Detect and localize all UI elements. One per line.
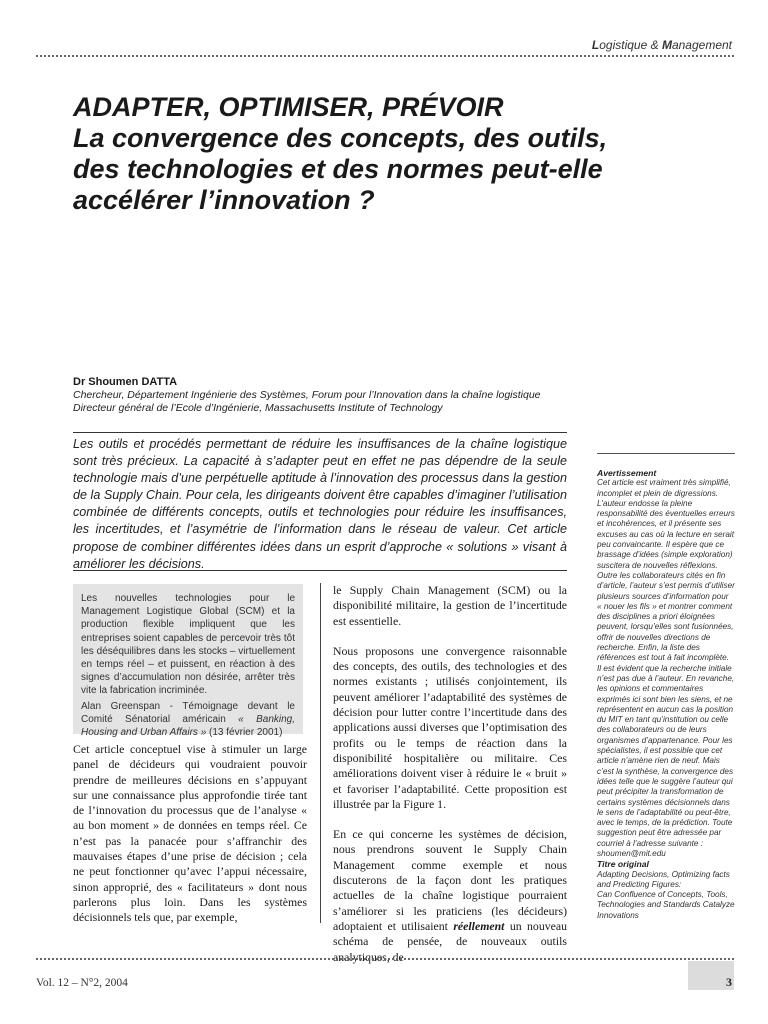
abstract: Les outils et procédés permettant de réduire les insuffisances de la chaîne logistique sont très précieux. La capacité à s’adapter peut en effet ne pas dépendre de la seule technologie mais d’une perpétuelle aptitude à l’innovation des processus dans la gestion de la Supply Chain. Pour cela, les dirigeants doivent être capables d’imaginer l’utilisation combinée de différents concepts, outils et technologies pour réduire les insuffisances, les incertitudes, et l’asymétrie de l’information dans le réseau de valeur. Cet article propose de combiner différentes idées dans un esprit d’approche « solutions » visant à améliorer les décisions. <box>73 437 567 571</box>
sidebar-warning-heading: Avertissement <box>597 468 657 478</box>
footer-volume: Vol. 12 – N°2, 2004 <box>36 977 128 989</box>
sidebar-original-title-heading: Titre original <box>597 859 649 870</box>
author-name: Dr Shoumen DATTA <box>73 376 178 388</box>
author-affiliation-2: Directeur général de l’Ecole d’Ingénierie, Massachusetts Institute of Technology <box>73 402 443 414</box>
article-title <box>73 92 713 216</box>
quote-text: Les nouvelles technologies pour le Management Logistique Global (SCM) et la production flexible impliquent que les entreprises soient capables de percevoir très tôt les déséquilibres dans les stocks – virtuellement en temps réel – et puissent, en réaction à des signes d’accumulation non désirée, arrêter très vite la fabrication incriminée. <box>81 593 295 697</box>
body-paragraph: le Supply Chain Management (SCM) ou la disponibilité militaire, la gestion de l’incertitude est essentielle. <box>333 583 567 628</box>
journal-initial-l: L <box>591 38 600 52</box>
sidebar-warning-text: Cet article est vraiment très simplifié, incomplet et plein de digressions. L’auteur endosse la pleine responsabilité des éventuelles erreurs et incohérences, et il présente ses excuses au cas où la lecture en serait peu convaincante. Il espère que ce brassage d’idées (simple exploration) suscitera de nouvelles réflexions. Outre les collaborateurs cités en fin d’article, l’auteur s’est permis d’utiliser plusieurs sources d’information pour « nouer les fils » et montrer comment des disciplines a priori éloignées peuvent, lorsqu’elles sont fusionnées, offrir de nouvelles directions de recherche. Enfin, la liste des références est tout à fait incomplète. Il est évident que la recherche initiale n’est pas due à l’auteur. En revanche, les opinions et commentaires exprimés ici sont bien les siens, et ne représentent en aucun cas la position du MIT en tant qu’institution ou celle des collaborateurs ou de leurs organismes d’appartenance. Pour les spécialistes, il est possible que cet article n’amène rien de neuf. Mais c’est la synthèse, la convergence des idées telle que le suggère l’auteur qui peut précipiter la transformation de certains systèmes décisionnels dans le sens de l’adaptabilité ou peut-être, avec le temps, de la prédiction. Toute suggestion peut être adressée par courriel à l’adresse suivante : shoumen@mit.edu <box>597 478 735 858</box>
body-column-left <box>73 742 307 941</box>
body-paragraph: Cet article conceptuel vise à stimuler un large panel de décideurs qui voudraient pouvoir prendre de meilleures décisions en s’appuyant sur une connaissance plus approfondie tirée tant de l’innovation du processus que de l’analyse « au bon moment » de données en temps réel. Ce n’est pas la panacée pour s’affranchir des mauvaises étapes d’une prise de décision ; cela ne peut fonctionner qu’avec l’appui nécessaire, sinon approprié, des « facilitateurs » dont nous parlerons plus loin. Dans les systèmes décisionnels tels que, par exemple, <box>73 742 307 925</box>
footer-dotted-rule <box>36 958 734 960</box>
quote-attribution-title: « Banking, Housing and Urban Affairs » <box>81 713 295 739</box>
journal-name-part-1: ogistique & <box>599 38 662 52</box>
epigraph-quote-box <box>73 584 303 739</box>
author-affiliation-1: Chercheur, Département Ingénierie des Systèmes, Forum pour l’Innovation dans la chaîne logistique <box>73 389 541 401</box>
body-paragraph-part: En ce qui concerne les systèmes de décision, nous prendrons souvent le Supply Chain Management comme exemple et nous discuterons de la façon dont les pratiques actuelles de la chaîne logistique pourraient s’améliorer si les praticiens (les décideurs) adoptaient et utilisaient <box>333 827 567 933</box>
body-paragraph-part: un nouveau schéma de pensée, de nouveaux outils analytiques, de <box>333 918 567 964</box>
journal-name-part-2: anagement <box>671 38 732 52</box>
sidebar-original-title-line-1: Adapting Decisions, Optimizing facts and Predicting Figures: <box>597 869 730 889</box>
sidebar-notes <box>597 468 735 921</box>
journal-initial-m: M <box>661 38 672 52</box>
sidebar-original-title-line-2: Can Confluence of Concepts, Tools, Technologies and Standards Catalyze Innovations <box>597 890 735 920</box>
body-paragraph <box>333 827 567 965</box>
title-line-3: des technologies et des normes peut-elle <box>73 154 603 184</box>
title-line-1: ADAPTER, OPTIMISER, PRÉVOIR <box>73 92 504 122</box>
title-line-4: accélérer l’innovation ? <box>73 185 375 215</box>
quote-attribution-date: (13 février 2001) <box>206 727 283 739</box>
quote-attribution-prefix: Alan Greenspan - Témoignage devant le Comité Sénatorial américain <box>81 700 295 725</box>
title-line-2: La convergence des concepts, des outils, <box>73 123 608 153</box>
quote-attribution <box>81 700 295 740</box>
journal-header <box>592 38 732 52</box>
page-number: 3 <box>726 975 732 989</box>
column-divider <box>320 583 321 923</box>
header-dotted-rule <box>36 55 734 57</box>
sidebar-top-rule <box>597 453 735 454</box>
emphasis-word: réellement <box>453 918 505 933</box>
body-paragraph: Nous proposons une convergence raisonnable des concepts, des outils, des technologies et des normes existants ; utilisés conjointement, ils peuvent améliorer l’adaptabilité des systèmes de décision pour lutter contre l’incertitude dans des applications aussi diverses que l’optimisation des profits ou le temps de réaction dans la disponibilité hospitalière ou militaire. Ces améliorations doivent viser à réduire le « bruit » et favoriser l’adaptabilité. Cette proposition est illustrée par la Figure 1. <box>333 643 567 811</box>
body-column-middle <box>333 583 567 980</box>
abstract-bottom-rule <box>73 570 567 571</box>
abstract-top-rule <box>73 432 567 433</box>
